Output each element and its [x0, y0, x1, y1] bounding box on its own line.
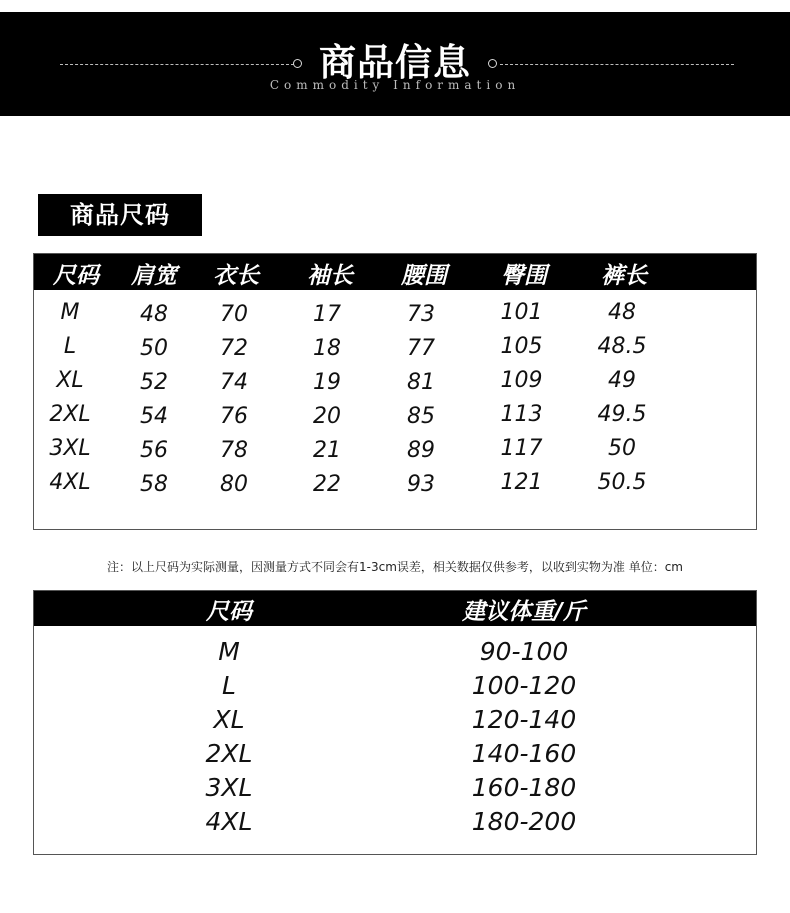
- size-cell: 49.5: [597, 402, 647, 427]
- size-header-waist: 腰围: [401, 263, 447, 289]
- size-cell: 101: [500, 300, 543, 325]
- size-table-header: [34, 254, 756, 290]
- size-cell: XL: [56, 368, 84, 393]
- size-cell: 113: [500, 402, 543, 427]
- size-cell: M: [60, 300, 80, 325]
- weight-value-cell: 160-180: [471, 773, 577, 802]
- size-cell: 58: [140, 472, 168, 497]
- size-cell: 19: [313, 370, 341, 395]
- banner-subtitle: Commodity Information: [269, 78, 521, 92]
- section-label: 商品尺码: [38, 194, 202, 236]
- size-cell: 76: [220, 404, 248, 429]
- size-cell: 52: [140, 370, 168, 395]
- size-cell: 85: [407, 404, 435, 429]
- size-cell: 2XL: [49, 402, 91, 427]
- size-cell: 22: [313, 472, 341, 497]
- size-cell: 48: [140, 302, 168, 327]
- weight-table: [33, 590, 757, 855]
- size-header-size: 尺码: [53, 263, 99, 289]
- weight-size-cell: 2XL: [205, 739, 253, 768]
- size-cell: 4XL: [49, 470, 91, 495]
- weight-size-cell: XL: [213, 705, 245, 734]
- size-cell: 3XL: [49, 436, 91, 461]
- weight-value-cell: 90-100: [479, 637, 569, 666]
- banner-title: 商品信息: [319, 41, 471, 84]
- weight-value-cell: 180-200: [471, 807, 577, 836]
- size-cell: L: [63, 334, 77, 359]
- size-cell: 78: [220, 438, 248, 463]
- size-cell: 48.5: [597, 334, 647, 359]
- size-cell: 49: [608, 368, 636, 393]
- size-header-shoulder: 肩宽: [131, 263, 177, 289]
- header-banner: [0, 12, 790, 116]
- weight-size-cell: 3XL: [205, 773, 253, 802]
- size-header-sleeve: 袖长: [307, 263, 353, 289]
- size-cell: 89: [407, 438, 435, 463]
- weight-value-cell: 100-120: [471, 671, 577, 700]
- size-cell: 50: [608, 436, 636, 461]
- size-cell: 109: [500, 368, 543, 393]
- size-header-hip: 臀围: [501, 263, 547, 289]
- weight-size-cell: M: [218, 637, 240, 666]
- size-cell: 56: [140, 438, 168, 463]
- size-cell: 121: [500, 470, 543, 495]
- size-cell: 17: [313, 302, 341, 327]
- weight-table-header: [34, 591, 756, 626]
- size-cell: 105: [500, 334, 543, 359]
- size-cell: 50.5: [597, 470, 647, 495]
- weight-value-cell: 120-140: [471, 705, 577, 734]
- size-cell: 73: [407, 302, 435, 327]
- size-cell: 54: [140, 404, 168, 429]
- size-cell: 72: [220, 336, 248, 361]
- weight-size-cell: L: [222, 671, 236, 700]
- size-cell: 21: [313, 438, 341, 463]
- weight-size-cell: 4XL: [205, 807, 253, 836]
- weight-header-weight: 建议体重/斤: [462, 599, 586, 625]
- size-cell: 77: [407, 336, 435, 361]
- size-cell: 20: [313, 404, 341, 429]
- size-table: [33, 253, 757, 530]
- circle-ornament-right: [488, 59, 497, 68]
- dashed-rule-right: [500, 64, 734, 65]
- size-cell: 74: [220, 370, 248, 395]
- weight-value-cell: 140-160: [471, 739, 577, 768]
- size-cell: 50: [140, 336, 168, 361]
- size-cell: 48: [608, 300, 636, 325]
- measurement-note: 注：以上尺码为实际测量，因测量方式不同会有1-3cm误差，相关数据仅供参考，以收到实物为准 单位：cm: [107, 560, 683, 574]
- size-header-length: 衣长: [213, 263, 259, 289]
- size-header-pants-length: 裤长: [601, 263, 647, 289]
- size-cell: 81: [407, 370, 435, 395]
- weight-header-size: 尺码: [206, 599, 252, 625]
- size-cell: 117: [500, 436, 543, 461]
- size-cell: 70: [220, 302, 248, 327]
- size-cell: 93: [407, 472, 435, 497]
- size-cell: 18: [313, 336, 341, 361]
- size-cell: 80: [220, 472, 248, 497]
